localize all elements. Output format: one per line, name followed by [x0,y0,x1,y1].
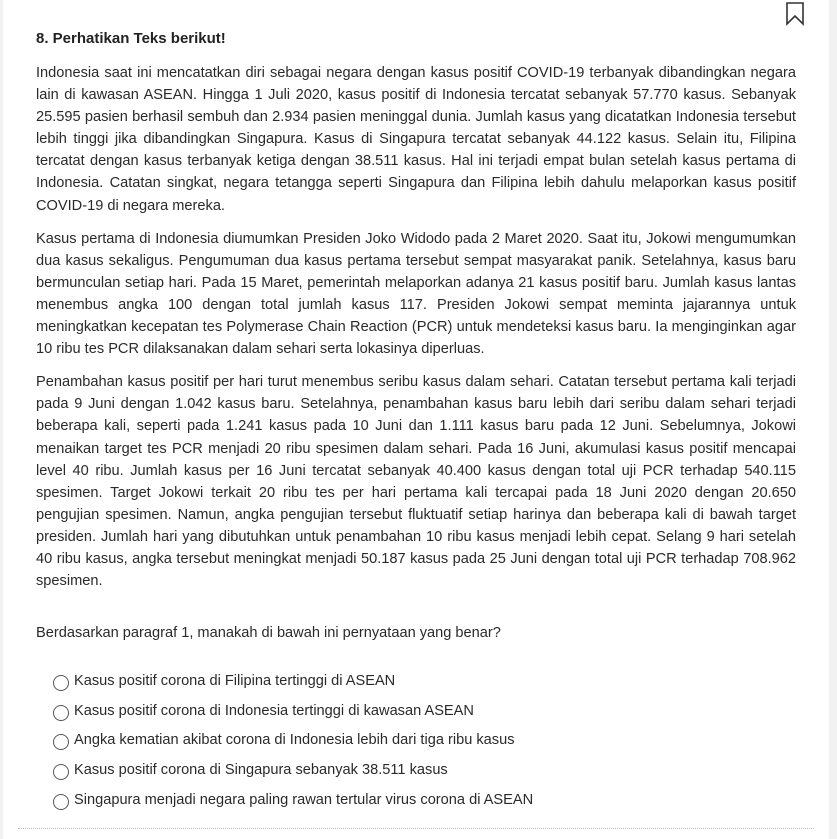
question-prompt: Berdasarkan paragraf 1, manakah di bawah ini pernyataan yang benar? [36,625,501,641]
radio-circle-icon[interactable] [53,794,69,810]
bottom-divider [18,828,814,829]
reading-passage [36,62,796,603]
answer-option-a[interactable] [53,666,753,696]
question-card [3,0,829,839]
radio-circle-icon[interactable] [53,705,69,721]
answer-option-label: Angka kematian akibat corona di Indonesia lebih dari tiga ribu kasus [74,732,515,749]
answer-option-d[interactable] [53,755,753,785]
passage-paragraph-1: Indonesia saat ini mencatatkan diri sebagai negara dengan kasus positif COVID-19 terbanyak dibandingkan negara lain di kawasan ASEAN. Hingga 1 Juli 2020, kasus positif di Indonesia tercatat sebanyak 57.770 kasus. Sebanyak 25.595 pasien berhasil sembuh dan 2.934 pasien meninggal dunia. Jumlah kasus yang dicatatkan Indonesia tersebut lebih tinggi jika dibandingkan Singapura. Kasus di Singapura tercatat sebanyak 44.122 kasus. Selain itu, Filipina tercatat dengan kasus terbanyak ketiga dengan 38.511 kasus. Hal ini terjadi empat bulan setelah kasus pertama di Indonesia. Catatan singkat, negara tetangga seperti Singapura dan Filipina lebih dahulu melaporkan kasus positif COVID-19 di negara mereka. [36,65,796,214]
radio-circle-icon[interactable] [53,734,69,750]
answer-option-e[interactable] [53,785,753,815]
answer-options [53,666,753,815]
radio-circle-icon[interactable] [53,675,69,691]
answer-option-label: Kasus positif corona di Singapura sebanyak 38.511 kasus [74,762,448,779]
radio-circle-icon[interactable] [53,764,69,780]
question-title: 8. Perhatikan Teks berikut! [36,30,226,47]
answer-option-label: Kasus positif corona di Indonesia tertinggi di kawasan ASEAN [74,702,474,719]
answer-option-label: Singapura menjadi negara paling rawan tertular virus corona di ASEAN [74,792,534,809]
answer-option-label: Kasus positif corona di Filipina tertinggi di ASEAN [74,672,396,689]
passage-paragraph-2: Kasus pertama di Indonesia diumumkan Presiden Joko Widodo pada 2 Maret 2020. Saat itu, Jokowi mengumumkan dua kasus sekaligus. Pengumuman dua kasus pertama tersebut sempat masyarakat panik. Setelahnya, kasus baru bermunculan setiap hari. Pada 15 Maret, pemerintah melaporkan adanya 21 kasus positif baru. Jumlah kasus lantas menembus angka 100 dengan total jumlah kasus 117. Presiden Jokowi sempat meminta jajarannya untuk meningkatkan kecepatan tes Polymerase Chain Reaction (PCR) untuk mendeteksi kasus baru. Ia menginginkan agar 10 ribu tes PCR dilaksanakan dalam sehari serta lokasinya diperluas. [36,230,796,358]
bookmark-icon[interactable] [784,2,806,26]
answer-option-c[interactable] [53,726,753,756]
answer-option-b[interactable] [53,696,753,726]
passage-paragraph-3: Penambahan kasus positif per hari turut menembus seribu kasus dalam sehari. Catatan tersebut pertama kali terjadi pada 9 Juni dengan 1.042 kasus baru. Setelahnya, penambahan kasus baru lebih dari seribu dalam sehari terjadi beberapa kali, seperti pada 1.241 kasus pada 10 Juni dan 1.111 kasus baru pada 12 Juni. Sebelumnya, Jokowi menaikan target tes PCR menjadi 20 ribu spesimen dalam sehari. Pada 16 Juni, akumulasi kasus positif mencapai level 40 ribu. Jumlah kasus per 16 Juni tercatat sebanyak 40.400 kasus dengan total uji PCR terhadap 540.115 spesimen. Target Jokowi terkait 20 ribu tes per hari pertama kali tercapai pada 18 Juni 2020 dengan 20.650 pengujian spesimen. Namun, angka pengujian tersebut fluktuatif setiap harinya dan beberapa kali di bawah target presiden. Jumlah hari yang dibutuhkan untuk penambahan 10 ribu kasus menjadi lebih cepat. Selang 9 hari setelah 40 ribu kasus, angka tersebut meningkat menjadi 50.187 kasus pada 25 Juni dengan total uji PCR terhadap 708.962 spesimen. [36,374,796,590]
